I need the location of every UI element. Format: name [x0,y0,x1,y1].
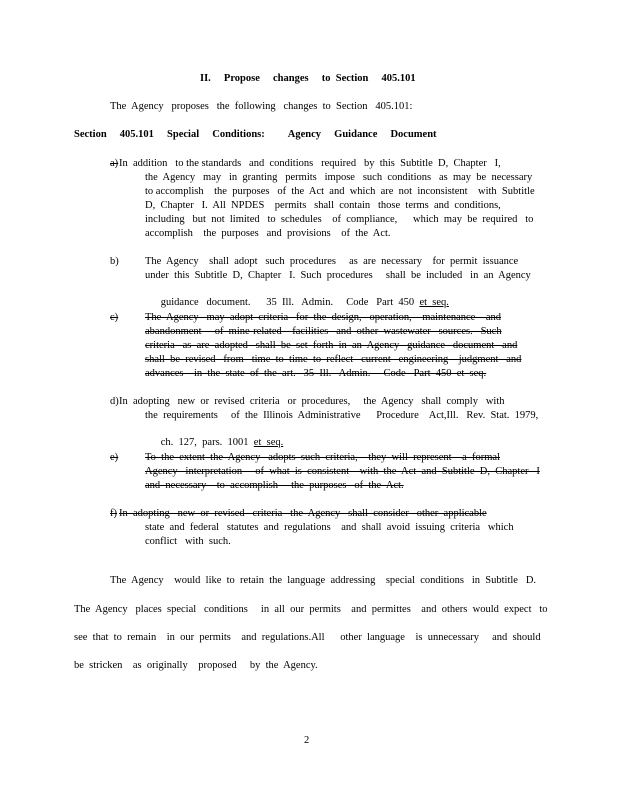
item-line: shall be revised from time to time to reflect current engineering judgment and [145,354,522,365]
section-heading: II. Propose changes to Section 405.101 [200,73,416,84]
item-line: D, Chapter I. All NPDES permits shall contain those terms and conditions, [145,200,501,211]
comment-line: see that to remain in our permits and regulations.All other language is unnecessary and should [74,632,541,643]
item-line: the Agency may in granting permits impose such conditions as may be necessary [145,172,533,183]
item-label: b) [110,256,119,267]
item-line: abandonment of mine-related facilities and other wastewater sources. Such [145,326,502,337]
item-line: to accomplish the purposes of the Act and which are not inconsistent with Subtitle [145,186,535,197]
item-label: d) [110,396,119,407]
item-label: a) [110,158,119,169]
item-line: The Agency shall adopt such procedures as are necessary for permit issuance [145,256,519,267]
comment-line: The Agency places special conditions in all our permits and permittes and others would expect to [74,604,548,615]
comment-line: be stricken as originally proposed by the Agency. [74,660,318,671]
item-label: c) [110,312,119,323]
item-label: f) [110,508,117,519]
section-title: Section 405.101 Special Conditions: Agency Guidance Document [74,129,437,140]
comment-line: The Agency would like to retain the language addressing special conditions in Subtitle D. [110,575,537,586]
item-line: To the extent the Agency adopts such criteria, they will represent a formal [145,452,500,463]
et-seq-text: et seq. [253,437,284,448]
item-line: criteria as are adopted shall be set forth in an Agency guidance document and [145,340,518,351]
item-label: e) [110,452,119,463]
page-number: 2 [304,735,310,746]
item-line: In adopting new or revised criteria or procedures, the Agency shall comply with [119,396,505,407]
item-line-text: guidance document. 35 Ill. Admin. Code Part 450 [160,297,420,308]
item-line: Agency interpretation of what is consistent with the Act and Subtitle D, Chapter I [145,466,540,477]
item-line: advances in the state of the art. 35 Ill. Admin. Code Part 450 et seq. [145,368,487,379]
intro-text: The Agency proposes the following changes to Section 405.101: [110,101,413,112]
item-line: under this Subtitle D, Chapter I. Such procedures shall be included in an Agency [145,270,531,281]
item-line: The Agency may adopt criteria for the design, operation, maintenance and [145,312,502,323]
item-line: state and federal statutes and regulations and shall avoid issuing criteria which [145,522,514,533]
item-line: accomplish the purposes and provisions of the Act. [145,228,391,239]
item-line: the requirements of the Illinois Administrative Procedure Act,Ill. Rev. Stat. 1979, [145,410,539,421]
item-line: including but not limited to schedules of compliance, which may be required to [145,214,534,225]
item-line: conflict with such. [145,536,231,547]
item-line: In addition to the standards and conditions required by this Subtitle D, Chapter I, [119,158,501,169]
item-line: In adopting new or revised criteria the Agency shall consider other applicable [119,508,487,519]
et-seq-text: et seq. [419,297,449,308]
item-line: and necessary to accomplish the purposes of the Act. [145,480,404,491]
item-line-text: ch. 127, pars. 1001 [160,437,254,448]
